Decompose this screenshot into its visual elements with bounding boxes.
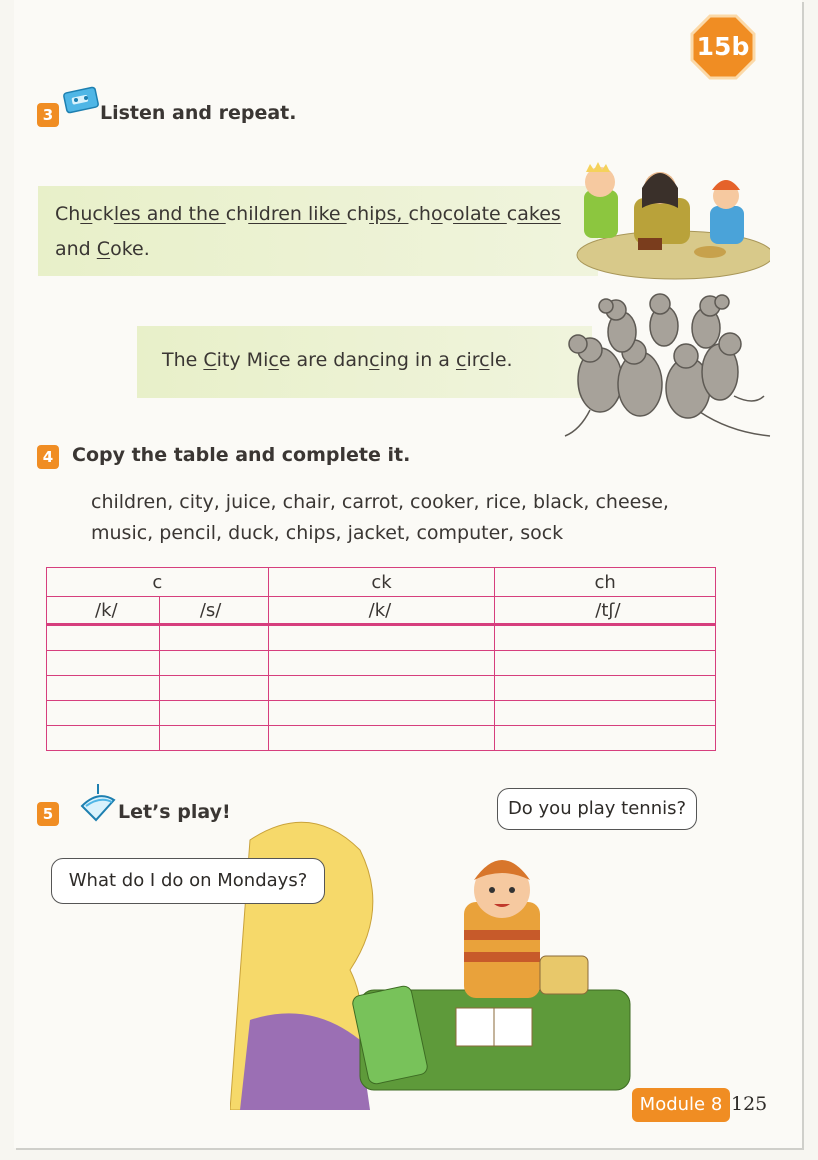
page-badge	[690, 14, 756, 80]
table-cell	[47, 701, 160, 726]
rhyme-1-underlined-letters: o	[430, 203, 443, 225]
exercise-4-number: 4	[37, 445, 59, 469]
table-cell	[159, 651, 268, 676]
table-row	[47, 701, 716, 726]
table-cell	[159, 726, 268, 751]
subheader-c-s: /s/	[159, 597, 268, 625]
page-number: 125	[731, 1093, 768, 1115]
sound-table-subheader-row	[47, 597, 716, 625]
table-cell	[268, 726, 495, 751]
rhyme-2-text: e are dan	[278, 349, 370, 371]
rhyme-2-underlined-letters: c	[369, 349, 380, 371]
table-cell	[495, 726, 716, 751]
rhyme-1-text: oke.	[110, 238, 150, 260]
word-list	[91, 487, 701, 549]
exercise-5-title: Let’s play!	[118, 801, 231, 823]
cassette-icon	[62, 86, 102, 118]
rhyme-1-underlined-letters: C	[96, 238, 111, 260]
rhyme-1-underlined-letters: u	[80, 203, 93, 225]
table-cell	[47, 625, 160, 651]
table-cell	[495, 651, 716, 676]
module-badge: Module 8	[632, 1088, 730, 1122]
subheader-ck-k: /k/	[268, 597, 495, 625]
table-cell	[47, 651, 160, 676]
table-cell	[268, 701, 495, 726]
rhyme-2-text: le.	[489, 349, 513, 371]
girl-speech-bubble	[51, 858, 325, 904]
rhyme-2-text: The	[162, 349, 204, 371]
table-cell	[268, 651, 495, 676]
rhyme-1-underlined-letters: akes	[517, 203, 561, 225]
rhyme-1-text: ck	[92, 203, 114, 225]
header-c: c	[47, 568, 269, 597]
rhyme-1-underlined-letters: ildren like	[248, 203, 347, 225]
exercise-3-number: 3	[37, 103, 59, 127]
table-cell	[495, 676, 716, 701]
table-cell	[47, 676, 160, 701]
table-row	[47, 726, 716, 751]
rhyme-2-underlined-letters: C	[203, 349, 217, 371]
boy-speech-bubble	[497, 788, 697, 830]
table-cell	[159, 676, 268, 701]
rhyme-2-text: ing in a	[379, 349, 456, 371]
table-cell	[159, 701, 268, 726]
sound-table-header-row	[47, 568, 716, 597]
rhyme-1-text: Ch	[55, 203, 81, 225]
rhyme-1-text: and	[55, 238, 97, 260]
sound-table	[46, 567, 716, 751]
rhyme-1-line-2	[55, 232, 561, 267]
rhyme-1-text: ch	[408, 203, 431, 225]
exercise-4-title: Copy the table and complete it.	[72, 444, 411, 466]
table-cell	[495, 625, 716, 651]
rhyme-1-underlined-letters: ips,	[369, 203, 409, 225]
table-cell	[47, 726, 160, 751]
page-badge-label: 15b	[696, 32, 750, 61]
spinning-top-icon	[76, 780, 120, 824]
word-list-line-1: children, city, juice, chair, carrot, cooker, rice, black, cheese,	[91, 491, 669, 513]
rhyme-1-underlined-letters: olate	[453, 203, 507, 225]
table-row	[47, 651, 716, 676]
rhyme-2-text: ir	[466, 349, 480, 371]
rhyme-2-text: ity Mi	[216, 349, 269, 371]
exercise-3-title: Listen and repeat.	[100, 102, 297, 124]
word-list-line-2: music, pencil, duck, chips, jacket, computer, sock	[91, 522, 564, 544]
subheader-c-k: /k/	[47, 597, 160, 625]
rhyme-2-underlined-letters: c	[268, 349, 279, 371]
rhyme-2	[162, 343, 513, 378]
rhyme-1-text: c	[506, 203, 518, 225]
rhyme-1-underlined-letters: les and the	[113, 203, 226, 225]
rhyme-1	[55, 197, 561, 267]
children-at-table-illustration	[570, 160, 770, 282]
table-cell	[159, 625, 268, 651]
table-cell	[268, 676, 495, 701]
header-ck: ck	[268, 568, 495, 597]
rhyme-1-text: ch	[225, 203, 249, 225]
rhyme-1-text: ch	[346, 203, 370, 225]
table-row	[47, 676, 716, 701]
exercise-5-number: 5	[37, 802, 59, 826]
table-cell	[268, 625, 495, 651]
boy-speech-text: Do you play tennis?	[507, 798, 687, 819]
rhyme-1-text: c	[442, 203, 454, 225]
header-ch: ch	[495, 568, 716, 597]
rhyme-2-underlined-letters: c	[479, 349, 490, 371]
table-cell	[495, 701, 716, 726]
mice-dancing-illustration	[560, 292, 780, 442]
table-row	[47, 625, 716, 651]
girl-speech-text: What do I do on Mondays?	[68, 870, 308, 891]
subheader-ch-tsh: /tʃ/	[495, 597, 716, 625]
rhyme-1-line-1	[55, 197, 561, 232]
rhyme-2-underlined-letters: c	[455, 349, 467, 371]
